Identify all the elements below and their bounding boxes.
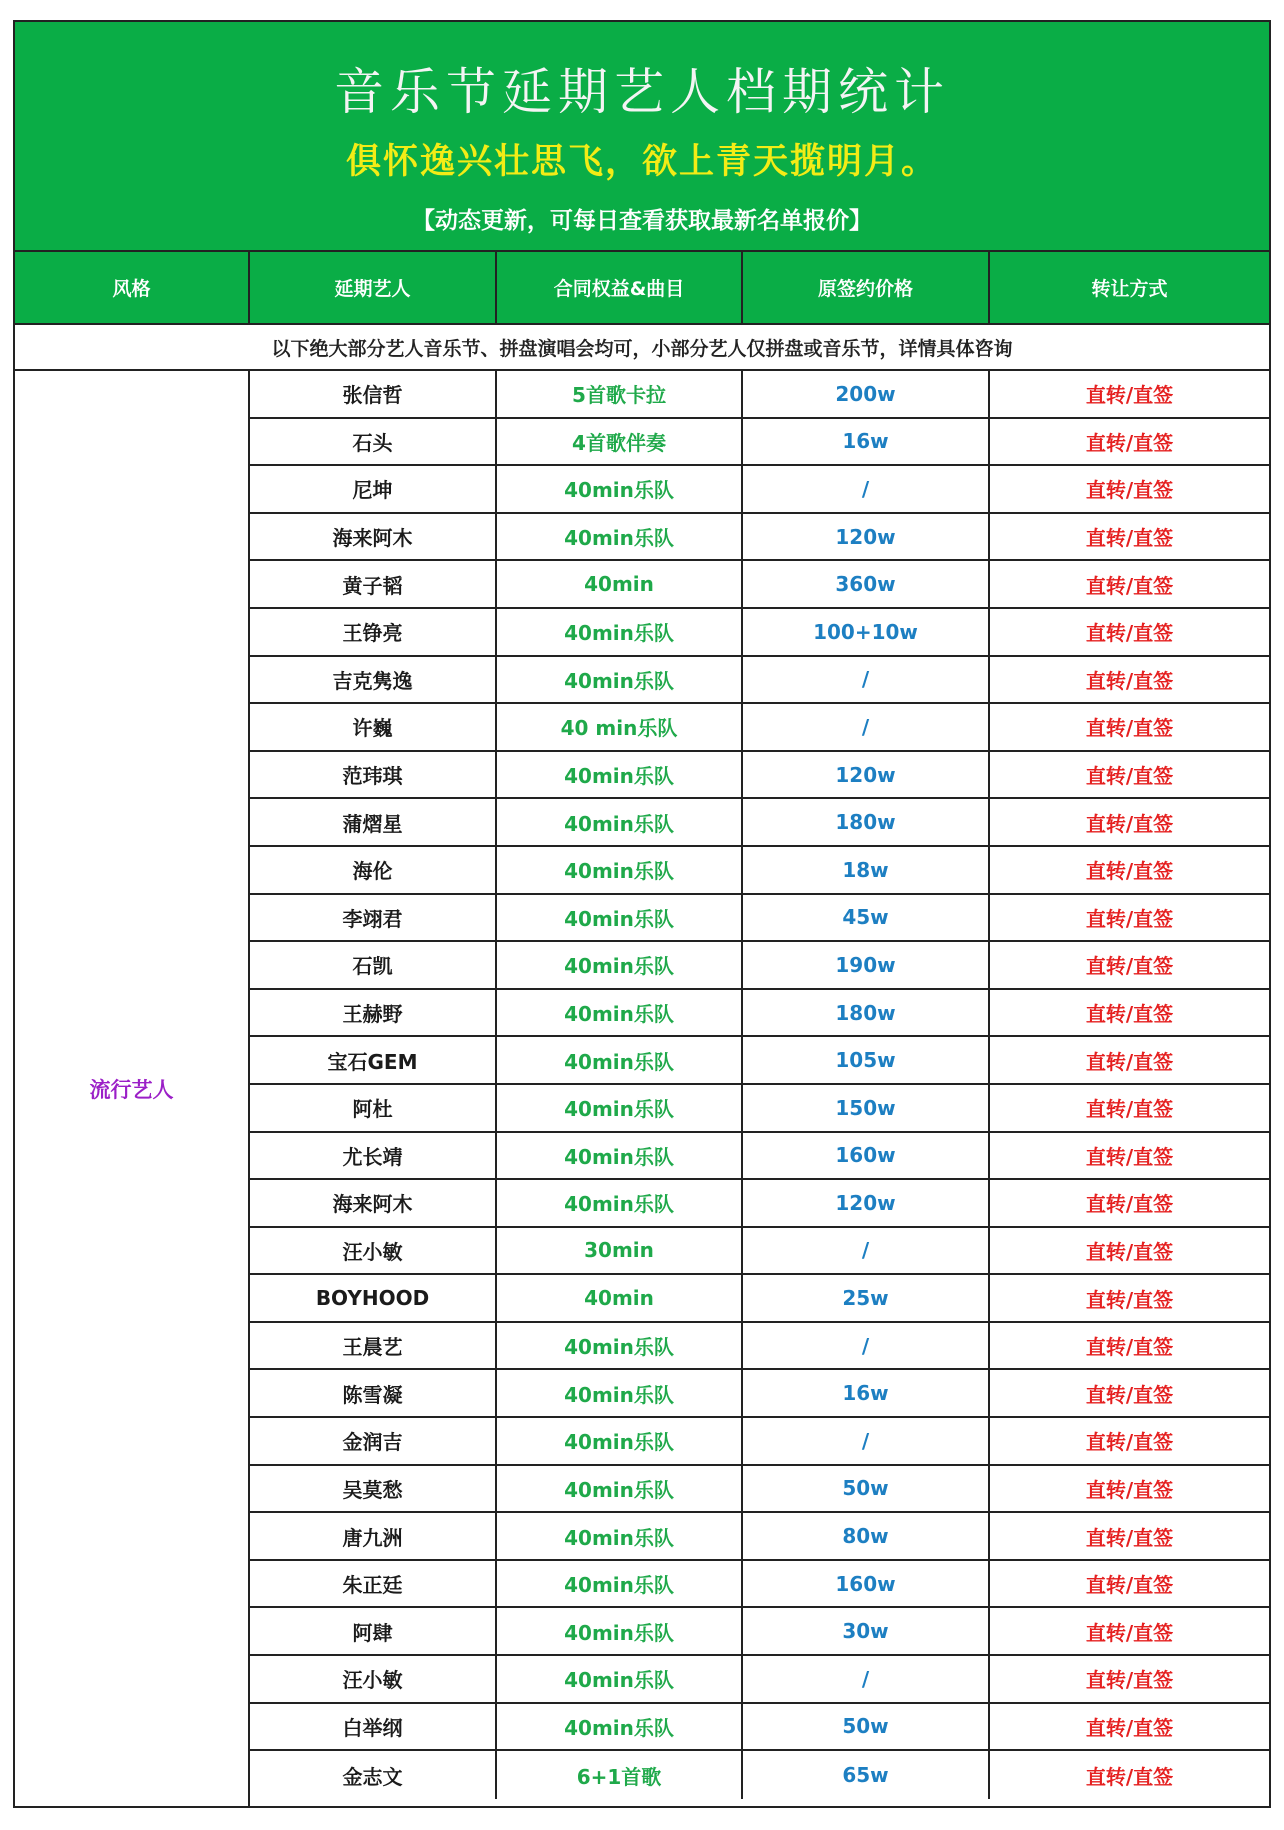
price-cell: 16w <box>743 419 990 465</box>
price-cell: 25w <box>743 1275 990 1321</box>
table-row <box>250 1751 1269 1799</box>
transfer-cell: 直转/直签 <box>1085 764 1174 789</box>
table-row <box>250 419 1269 467</box>
rights-cell: 40min乐队 <box>497 1466 743 1512</box>
artist-cell: 吴莫愁 <box>250 1466 497 1512</box>
transfer-cell: 直转/直签 <box>1085 1287 1174 1312</box>
artist-cell: 金润吉 <box>250 1418 497 1464</box>
rights-cell: 40min乐队 <box>497 1656 743 1702</box>
price-cell: / <box>743 1228 990 1274</box>
price-cell: / <box>743 704 990 750</box>
rights-cell: 40min乐队 <box>497 1180 743 1226</box>
table-row <box>250 895 1269 943</box>
table-row <box>250 1418 1269 1466</box>
header-price: 原签约价格 <box>743 252 990 323</box>
rights-cell: 40min乐队 <box>497 752 743 798</box>
price-cell: 16w <box>743 1370 990 1416</box>
header-rights: 合同权益&曲目 <box>497 252 743 323</box>
artist-cell: 海来阿木 <box>250 514 497 560</box>
rights-cell: 40min乐队 <box>497 1513 743 1559</box>
transfer-cell: 直转/直签 <box>1085 478 1174 503</box>
artist-cell: 石头 <box>250 419 497 465</box>
rights-cell: 40min乐队 <box>497 990 743 1036</box>
transfer-cell: 直转/直签 <box>1085 1239 1174 1264</box>
artist-cell: 金志文 <box>250 1751 497 1799</box>
table-row <box>250 1561 1269 1609</box>
artist-cell: 吉克隽逸 <box>250 657 497 703</box>
transfer-cell: 直转/直签 <box>1085 1002 1174 1027</box>
genre-cell: 流行艺人 <box>15 371 250 1806</box>
price-cell: 160w <box>743 1561 990 1607</box>
price-cell: 65w <box>743 1751 990 1799</box>
transfer-cell: 直转/直签 <box>1085 430 1174 455</box>
table-row <box>250 1275 1269 1323</box>
price-cell: 105w <box>743 1037 990 1083</box>
rights-cell: 40min乐队 <box>497 1418 743 1464</box>
price-cell: 360w <box>743 561 990 607</box>
table-row <box>250 990 1269 1038</box>
rights-cell: 40min乐队 <box>497 1704 743 1750</box>
table-header <box>15 252 1269 325</box>
rights-cell: 40min乐队 <box>497 1133 743 1179</box>
price-cell: 50w <box>743 1466 990 1512</box>
price-cell: 120w <box>743 752 990 798</box>
artist-cell: 黄子韬 <box>250 561 497 607</box>
table-row <box>250 1513 1269 1561</box>
artist-cell: 汪小敏 <box>250 1228 497 1274</box>
rights-cell: 30min <box>497 1228 743 1274</box>
table-row <box>250 942 1269 990</box>
rights-cell: 40min乐队 <box>497 1085 743 1131</box>
price-cell: 190w <box>743 942 990 988</box>
transfer-cell: 直转/直签 <box>1085 573 1174 598</box>
artist-cell: 蒲熠星 <box>250 799 497 845</box>
rights-cell: 40min乐队 <box>497 895 743 941</box>
table-row <box>250 514 1269 562</box>
rights-cell: 40min <box>497 1275 743 1321</box>
artist-cell: 朱正廷 <box>250 1561 497 1607</box>
transfer-cell: 直转/直签 <box>1085 1477 1174 1502</box>
table-row <box>250 657 1269 705</box>
table-row <box>250 1704 1269 1752</box>
update-note: 【动态更新，可每日查看获取最新名单报价】 <box>412 208 872 234</box>
price-cell: 100+10w <box>743 609 990 655</box>
artist-cell: 宝石GEM <box>250 1037 497 1083</box>
price-cell: 30w <box>743 1608 990 1654</box>
artist-cell: 范玮琪 <box>250 752 497 798</box>
transfer-cell: 直转/直签 <box>1085 1525 1174 1550</box>
artist-cell: 海来阿木 <box>250 1180 497 1226</box>
table-row <box>250 371 1269 419</box>
price-cell: 200w <box>743 371 990 417</box>
rights-cell: 40min乐队 <box>497 466 743 512</box>
rights-cell: 40min乐队 <box>497 942 743 988</box>
table-row <box>250 1323 1269 1371</box>
rights-cell: 4首歌伴奏 <box>497 419 743 465</box>
price-cell: 120w <box>743 1180 990 1226</box>
price-cell: / <box>743 1418 990 1464</box>
transfer-cell: 直转/直签 <box>1085 1430 1174 1455</box>
price-cell: 120w <box>743 514 990 560</box>
table-row <box>250 847 1269 895</box>
rights-cell: 40min乐队 <box>497 1370 743 1416</box>
price-cell: 150w <box>743 1085 990 1131</box>
transfer-cell: 直转/直签 <box>1085 716 1174 741</box>
table-row <box>250 1180 1269 1228</box>
price-cell: / <box>743 466 990 512</box>
rights-cell: 40min乐队 <box>497 657 743 703</box>
transfer-cell: 直转/直签 <box>1085 954 1174 979</box>
artist-cell: 王赫野 <box>250 990 497 1036</box>
header-transfer: 转让方式 <box>1091 278 1168 300</box>
table-row <box>250 752 1269 800</box>
rights-cell: 40min乐队 <box>497 1037 743 1083</box>
table-body <box>250 371 1269 1799</box>
artist-cell: 尼坤 <box>250 466 497 512</box>
transfer-cell: 直转/直签 <box>1085 526 1174 551</box>
artist-cell: 王晨艺 <box>250 1323 497 1369</box>
price-cell: / <box>743 1323 990 1369</box>
rights-cell: 40min乐队 <box>497 514 743 560</box>
price-cell: 45w <box>743 895 990 941</box>
rights-cell: 40 min乐队 <box>497 704 743 750</box>
artist-cell: 李翊君 <box>250 895 497 941</box>
transfer-cell: 直转/直签 <box>1085 1192 1174 1217</box>
page-title: 音乐节延期艺人档期统计 <box>334 63 950 121</box>
transfer-cell: 直转/直签 <box>1085 859 1174 884</box>
transfer-cell: 直转/直签 <box>1085 1668 1174 1693</box>
header-artist: 延期艺人 <box>250 252 497 323</box>
artist-cell: 汪小敏 <box>250 1656 497 1702</box>
table-row <box>250 1466 1269 1514</box>
artist-cell: 陈雪凝 <box>250 1370 497 1416</box>
transfer-cell: 直转/直签 <box>1085 811 1174 836</box>
rights-cell: 40min乐队 <box>497 799 743 845</box>
header-genre: 风格 <box>15 252 250 323</box>
table-row <box>250 704 1269 752</box>
artist-cell: 阿杜 <box>250 1085 497 1131</box>
transfer-cell: 直转/直签 <box>1085 1620 1174 1645</box>
price-cell: 50w <box>743 1704 990 1750</box>
artist-cell: BOYHOOD <box>250 1275 497 1321</box>
price-cell: 180w <box>743 990 990 1036</box>
schedule-sheet <box>13 20 1271 1808</box>
table-row <box>250 799 1269 847</box>
table-row <box>250 609 1269 657</box>
artist-cell: 尤长靖 <box>250 1133 497 1179</box>
artist-cell: 白举纲 <box>250 1704 497 1750</box>
title-banner <box>15 22 1269 252</box>
transfer-cell: 直转/直签 <box>1085 1097 1174 1122</box>
transfer-cell: 直转/直签 <box>1085 1382 1174 1407</box>
transfer-cell: 直转/直签 <box>1085 1335 1174 1360</box>
transfer-cell: 直转/直签 <box>1085 668 1174 693</box>
price-cell: 180w <box>743 799 990 845</box>
table-row <box>250 1656 1269 1704</box>
transfer-cell: 直转/直签 <box>1085 1573 1174 1598</box>
table-row <box>250 1370 1269 1418</box>
transfer-cell: 直转/直签 <box>1085 1049 1174 1074</box>
table-row <box>250 1608 1269 1656</box>
rights-cell: 40min乐队 <box>497 609 743 655</box>
transfer-cell: 直转/直签 <box>1085 383 1174 408</box>
artist-cell: 石凯 <box>250 942 497 988</box>
transfer-cell: 直转/直签 <box>1085 621 1174 646</box>
rights-cell: 40min乐队 <box>497 1608 743 1654</box>
table-row <box>250 1037 1269 1085</box>
artist-cell: 阿肆 <box>250 1608 497 1654</box>
transfer-cell: 直转/直签 <box>1085 1764 1174 1789</box>
price-cell: / <box>743 1656 990 1702</box>
price-cell: 80w <box>743 1513 990 1559</box>
artist-cell: 海伦 <box>250 847 497 893</box>
price-cell: 160w <box>743 1133 990 1179</box>
table-row <box>250 1228 1269 1276</box>
table-row <box>250 1085 1269 1133</box>
price-cell: / <box>743 657 990 703</box>
table-row <box>250 466 1269 514</box>
artist-cell: 王铮亮 <box>250 609 497 655</box>
transfer-cell: 直转/直签 <box>1085 906 1174 931</box>
table-row <box>250 561 1269 609</box>
transfer-cell: 直转/直签 <box>1085 1144 1174 1169</box>
rights-cell: 40min <box>497 561 743 607</box>
table-notice: 以下绝大部分艺人音乐节、拼盘演唱会均可，小部分艺人仅拼盘或音乐节，详情具体咨询 <box>15 325 1269 371</box>
artist-cell: 张信哲 <box>250 371 497 417</box>
page-subtitle: 俱怀逸兴壮思飞，欲上青天揽明月。 <box>345 142 938 182</box>
rights-cell: 40min乐队 <box>497 847 743 893</box>
table-row <box>250 1133 1269 1181</box>
transfer-cell: 直转/直签 <box>1085 1715 1174 1740</box>
rights-cell: 40min乐队 <box>497 1323 743 1369</box>
rights-cell: 5首歌卡拉 <box>497 371 743 417</box>
artist-cell: 唐九洲 <box>250 1513 497 1559</box>
rights-cell: 6+1首歌 <box>497 1751 743 1799</box>
artist-cell: 许巍 <box>250 704 497 750</box>
price-cell: 18w <box>743 847 990 893</box>
rights-cell: 40min乐队 <box>497 1561 743 1607</box>
